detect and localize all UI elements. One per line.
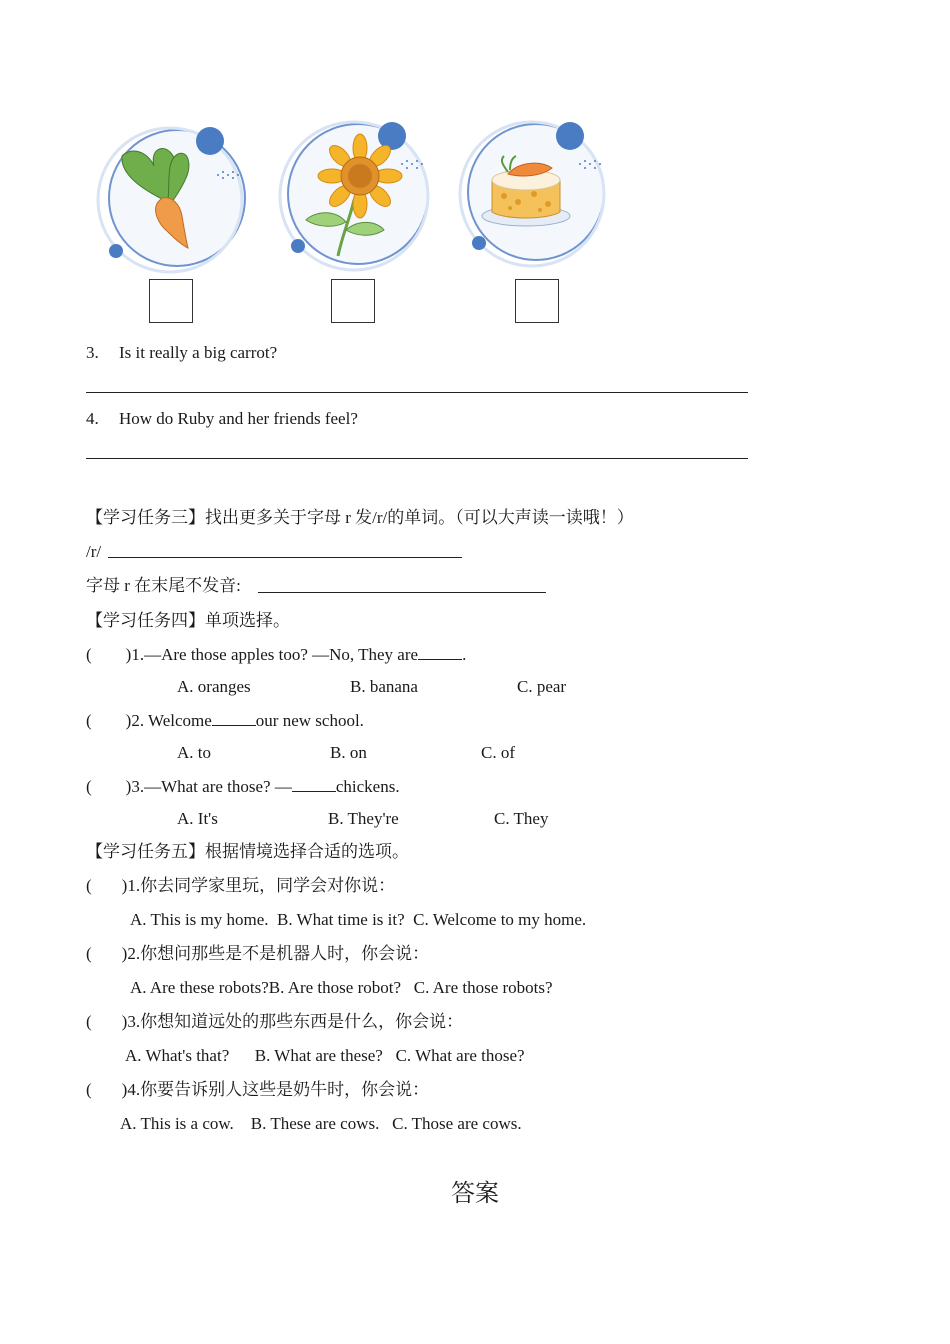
task4-item-3-option-b[interactable]: B. They're (328, 809, 399, 828)
paren: ( (86, 1012, 92, 1031)
task5-item-2 (86, 945, 429, 962)
blank[interactable] (292, 777, 336, 792)
blank[interactable] (418, 645, 462, 660)
task4-item-2-option-a[interactable]: A. to (177, 743, 211, 762)
question-number: 3. (86, 343, 99, 362)
stem: )2.你想问那些是不是机器人时，你会说： (121, 944, 430, 963)
stem: )2. Welcome (125, 711, 212, 730)
paren: ( (86, 711, 92, 730)
blank[interactable] (212, 711, 256, 726)
answer-box-2[interactable] (331, 279, 375, 323)
task3-silent-label: 字母 r 在末尾不发音: (86, 576, 241, 595)
paren: ( (86, 876, 92, 895)
task4-item-1-option-c[interactable]: C. pear (517, 677, 567, 696)
picture-sunflower (276, 118, 436, 278)
paren: ( (86, 944, 92, 963)
task5-item-1 (86, 877, 395, 894)
carrot-icon (92, 120, 252, 280)
task4-item-3-option-a[interactable]: A. It's (177, 809, 218, 828)
task5-item-4-options[interactable]: A. This is a cow. B. These are cows. C. Those are cows. (120, 1114, 522, 1133)
answer-line-q3[interactable] (86, 392, 748, 393)
stem-end: chickens. (335, 777, 400, 796)
task4-item-1-option-a[interactable]: A. oranges (177, 677, 251, 696)
task3-title: 【学习任务三】找出更多关于字母 r 发/r/的单词。（可以大声读一读哦！） (86, 508, 634, 527)
stem: )3.你想知道远处的那些东西是什么，你会说： (121, 1012, 464, 1031)
task5-item-3-options[interactable]: A. What's that? B. What are these? C. What are those? (125, 1046, 525, 1065)
answers-title: 答案 (451, 1181, 499, 1207)
question-3 (86, 344, 277, 361)
task3-r-answer-line[interactable] (108, 557, 462, 558)
answer-box-1[interactable] (149, 279, 193, 323)
carrot-cake-icon (456, 116, 616, 276)
paren: ( (86, 777, 92, 796)
task5-item-2-options[interactable]: A. Are these robots?B. Are those robot? C. Are those robots? (130, 978, 553, 997)
task4-item-2-option-b[interactable]: B. on (330, 743, 367, 762)
stem: )4.你要告诉别人这些是奶牛时，你会说： (121, 1080, 430, 1099)
stem-end: our new school. (255, 711, 364, 730)
stem: )1.你去同学家里玩，同学会对你说： (121, 876, 396, 895)
task5-item-4 (86, 1081, 429, 1098)
task4-item-2-option-c[interactable]: C. of (481, 743, 515, 762)
paren: ( (86, 645, 92, 664)
paren: ( (86, 1080, 92, 1099)
answer-box-3[interactable] (515, 279, 559, 323)
answer-line-q4[interactable] (86, 458, 748, 459)
task4-item-2 (86, 711, 364, 729)
task5-item-3 (86, 1013, 463, 1030)
task4-item-1-option-b[interactable]: B. banana (350, 677, 418, 696)
task4-item-3-option-c[interactable]: C. They (494, 809, 549, 828)
task4-title: 【学习任务四】单项选择。 (86, 611, 290, 630)
question-number: 4. (86, 409, 99, 428)
stem: )3.—What are those? — (125, 777, 292, 796)
picture-carrot-cake (456, 116, 616, 276)
task5-item-1-options[interactable]: A. This is my home. B. What time is it? C. Welcome to my home. (130, 910, 587, 929)
picture-carrot (92, 120, 252, 280)
question-text: How do Ruby and her friends feel? (119, 409, 358, 428)
task3-r-label: /r/ (86, 542, 102, 561)
stem-end: . (462, 645, 467, 664)
sunflower-icon (276, 118, 436, 278)
task3-silent-answer-line[interactable] (258, 592, 546, 593)
task5-title: 【学习任务五】根据情境选择合适的选项。 (86, 842, 409, 861)
task4-item-1 (86, 645, 466, 663)
task4-item-3 (86, 777, 400, 795)
question-text: Is it really a big carrot? (119, 343, 278, 362)
question-4 (86, 410, 358, 427)
stem: )1.—Are those apples too? —No, They are (125, 645, 419, 664)
